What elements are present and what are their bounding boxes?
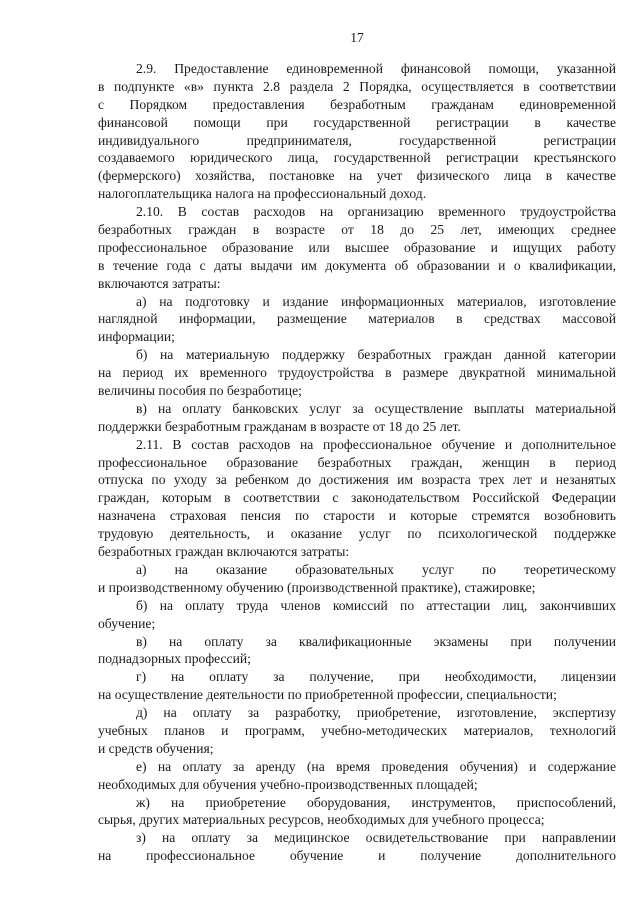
text-line: на профессиональное обучение и получение дополнительного xyxy=(98,848,616,864)
text-line: г) на оплату за получение, при необходимости, лицензии xyxy=(136,669,616,685)
text-line: граждан, которым в соответствии с законодательством Российской Федерации xyxy=(98,490,616,506)
text-line: наглядной информации, размещение материалов в средствах массовой xyxy=(98,311,616,327)
text-line: е) на оплату за аренду (на время проведения обучения) и содержание xyxy=(136,758,616,774)
text-line: а) на подготовку и издание информационных материалов, изготовление xyxy=(136,293,616,309)
text-line: 2.10. В состав расходов на организацию временного трудоустройства xyxy=(136,204,616,220)
text-line: и производственному обучению (производственной практике), стажировке; xyxy=(98,579,536,595)
text-line: создаваемого юридического лица, государственной регистрации крестьянского xyxy=(98,150,616,166)
text-line: индивидуального предпринимателя, государственной регистрации xyxy=(98,132,616,148)
text-line: д) на оплату за разработку, приобретение, изготовление, экспертизу xyxy=(136,705,616,721)
text-line: обучение; xyxy=(98,615,156,631)
text-line: налогоплательщика налога на профессиональный доход. xyxy=(98,186,427,202)
text-line: 2.11. В состав расходов на профессиональное обучение и дополнительное xyxy=(136,436,616,452)
document-body xyxy=(98,60,616,865)
page-number: 17 xyxy=(350,30,364,45)
text-line: назначена страховая пенсия по старости и которые стремятся возобновить xyxy=(98,508,616,524)
text-line: в) на оплату за квалификационные экзамены при получении xyxy=(136,633,616,649)
text-line: поддержки безработным гражданам в возрасте от 18 до 25 лет. xyxy=(98,418,461,434)
text-line: финансовой помощи при государственной регистрации в качестве xyxy=(98,114,616,130)
text-line: з) на оплату за медицинское освидетельствование при направлении xyxy=(136,830,616,846)
text-line: безработных граждан включаются затраты: xyxy=(98,544,350,560)
text-line: б) на оплату труда членов комиссий по аттестации лиц, закончивших xyxy=(136,597,616,613)
text-line: на период их временного трудоустройства в размере двукратной минимальной xyxy=(98,365,616,381)
text-line: отпуска по уходу за ребенком до достижения им возраста трех лет и незанятых xyxy=(98,472,616,488)
text-line: профессиональное образование безработных граждан, женщин в период xyxy=(98,454,616,470)
text-line: информации; xyxy=(98,329,175,345)
text-line: трудовую деятельность, и оказание услуг по психологической поддержке xyxy=(98,526,616,542)
text-line: ж) на приобретение оборудования, инструментов, приспособлений, xyxy=(136,794,616,810)
text-line: в) на оплату банковских услуг за осуществление выплаты материальной xyxy=(136,400,616,416)
text-line: учебных планов и программ, учебно-методических материалов, технологий xyxy=(98,722,616,738)
text-line: с Порядком предоставления безработным гражданам единовременной xyxy=(98,96,616,112)
text-line: безработных граждан в возрасте от 18 до 25 лет, имеющих среднее xyxy=(98,222,616,238)
text-line: 2.9. Предоставление единовременной финансовой помощи, указанной xyxy=(136,61,616,76)
text-line: профессиональное образование или высшее образование и ищущих работу xyxy=(98,239,616,255)
text-line: величины пособия по безработице; xyxy=(98,383,302,399)
text-line: (фермерского) хозяйства, постановке на учет физического лица в качестве xyxy=(98,168,616,184)
text-line: поднадзорных профессий; xyxy=(98,651,251,667)
text-line: б) на материальную поддержку безработных граждан данной категории xyxy=(136,347,616,363)
text-line: в течение года с даты выдачи им документа об образовании и о квалификации, xyxy=(98,257,616,273)
text-line: и средств обучения; xyxy=(98,740,214,756)
text-line: сырья, других материальных ресурсов, необходимых для учебного процесса; xyxy=(98,812,545,828)
text-line: включаются затраты: xyxy=(98,275,221,291)
text-line: в подпункте «в» пункта 2.8 раздела 2 Порядка, осуществляется в соответствии xyxy=(98,78,616,94)
text-line: необходимых для обучения учебно-производственных площадей; xyxy=(98,776,478,792)
text-line: а) на оказание образовательных услуг по теоретическому xyxy=(136,561,616,577)
text-line: на осуществление деятельности по приобретенной профессии, специальности; xyxy=(98,687,557,703)
